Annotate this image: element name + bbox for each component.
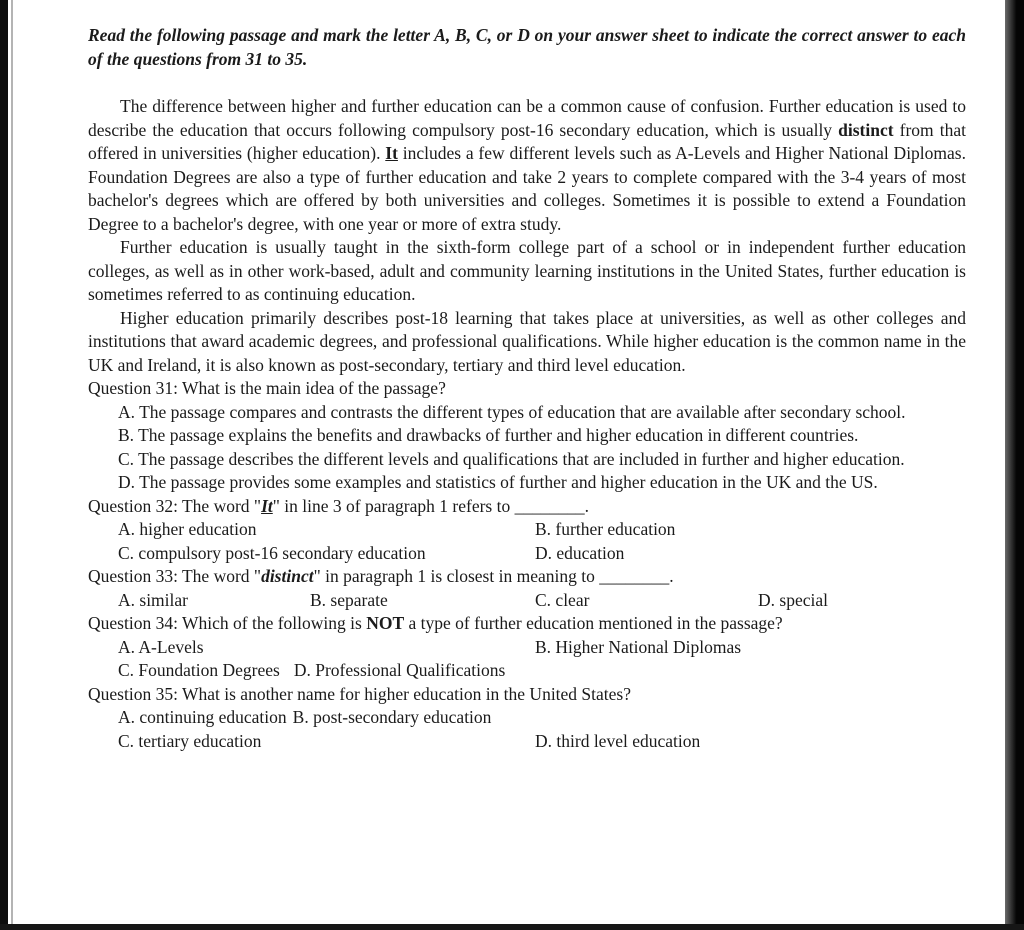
instructions — [88, 24, 966, 71]
question-34-options-row1 — [118, 636, 966, 660]
text-segment: a type of further education mentioned in the passage? — [404, 613, 783, 633]
option-35-a: A. continuing education — [118, 707, 287, 727]
option-35-d: D. third level education — [535, 730, 701, 751]
text-segment: NOT — [366, 613, 405, 633]
question-31 — [88, 377, 966, 495]
question-31-prompt — [88, 377, 966, 401]
scan-hairline — [11, 0, 13, 930]
text-segment: Further education is usually taught in the sixth-form college part of a school or in independent further education colleges, as well as in other work-based, adult and community learning institutions in the United States, further education is sometimes referred to as continuing education. — [88, 237, 966, 304]
passage — [88, 95, 966, 377]
text-segment: includes a few different levels such as A-Levels and Higher National Diplomas. Foundation Degrees are also a type of further education and take 2 years to complete compared with the 3-4 years of most bachelor's degrees which are offered by both universities and colleges. Sometimes it is possible to extend a Foundation Degree to a bachelor's degree, with one year or more of extra study. — [88, 143, 966, 234]
option-32-d: D. education — [535, 542, 625, 563]
question-32-prompt — [88, 495, 966, 519]
text-segment: Question 31: What is the main idea of the passage? — [88, 378, 446, 398]
option-34-c: C. Foundation Degrees — [118, 660, 280, 680]
text-segment: " in line 3 of paragraph 1 refers to ________. — [272, 495, 589, 516]
text-segment: Question 34: Which of the following is — [88, 613, 367, 633]
passage-paragraph-2 — [88, 236, 966, 307]
text-segment: Question 32: The word " — [88, 495, 262, 516]
question-33 — [88, 565, 966, 612]
question-33-prompt — [88, 565, 966, 589]
question-35-options-row1 — [118, 706, 966, 730]
text-segment: " in paragraph 1 is closest in meaning to ________. — [313, 566, 674, 586]
text-segment: distinct — [261, 566, 314, 586]
option-31-d: D. The passage provides some examples and statistics of further and higher education in the UK and the US. — [118, 472, 878, 492]
text-segment: Question 35: What is another name for higher education in the United States? — [88, 683, 632, 704]
option-34-b: B. Higher National Diplomas — [535, 636, 742, 657]
question-32 — [88, 495, 966, 566]
text-segment: It — [261, 495, 273, 516]
text-segment: The difference between higher and further education can be a common cause of confusion. Further education is used to describe the education that occurs following compulsory post-16 secondary education, which is usually — [88, 96, 966, 140]
passage-paragraph-3 — [88, 307, 966, 378]
question-35-options-row2 — [118, 730, 966, 754]
question-34-prompt — [88, 612, 966, 636]
text-segment: Question 33: The word " — [88, 566, 262, 586]
option-31-a: A. The passage compares and contrasts the different types of education that are available after secondary school. — [118, 401, 906, 422]
question-35-prompt — [88, 683, 966, 707]
question-34-options-row2 — [118, 659, 966, 683]
scan-edge-left — [0, 0, 8, 930]
document-page — [88, 24, 966, 753]
option-31-c: C. The passage describes the different levels and qualifications that are included in further and higher education. — [118, 448, 905, 469]
option-35-c: C. tertiary education — [118, 730, 262, 751]
option-34-a: A. A-Levels — [118, 636, 204, 657]
text-segment: from that offered in universities (higher education). — [88, 119, 966, 163]
option-34-d: D. Professional Qualifications — [293, 660, 506, 680]
option-33-b: B. separate — [310, 589, 388, 610]
text-segment: It — [385, 143, 398, 163]
option-31-b: B. The passage explains the benefits and drawbacks of further and higher education in different countries. — [118, 425, 859, 445]
option-32-c: C. compulsory post-16 secondary education — [118, 542, 426, 563]
text-segment: Read the following passage and mark the letter A, B, C, or D on your answer sheet to indicate the correct answer to each of the questions — [88, 25, 966, 69]
scan-edge-right — [1005, 0, 1024, 930]
text-segment: from 31 to 35. — [206, 48, 308, 69]
question-31-options — [118, 401, 966, 495]
question-34 — [88, 612, 966, 683]
option-32-a: A. higher education — [118, 519, 257, 539]
text-segment: Higher education primarily describes post-18 learning that takes place at universities, as well as other colleges and institutions that award academic degrees, and professional qualifications. While higher education is the common name in the UK and Ireland, it is also known as post-secondary, tertiary and third level education. — [88, 307, 966, 375]
scan-edge-bottom — [0, 924, 1024, 930]
questions-section — [88, 377, 966, 753]
option-33-c: C. clear — [535, 589, 590, 610]
passage-paragraph-1 — [88, 95, 966, 236]
option-32-b: B. further education — [535, 519, 676, 539]
option-33-d: D. special — [758, 589, 828, 610]
text-segment: distinct — [838, 119, 894, 140]
question-32-options — [118, 518, 966, 565]
question-35 — [88, 683, 966, 754]
option-33-a: A. similar — [118, 589, 188, 610]
question-33-options — [118, 589, 966, 613]
option-35-b: B. post-secondary education — [292, 707, 492, 727]
